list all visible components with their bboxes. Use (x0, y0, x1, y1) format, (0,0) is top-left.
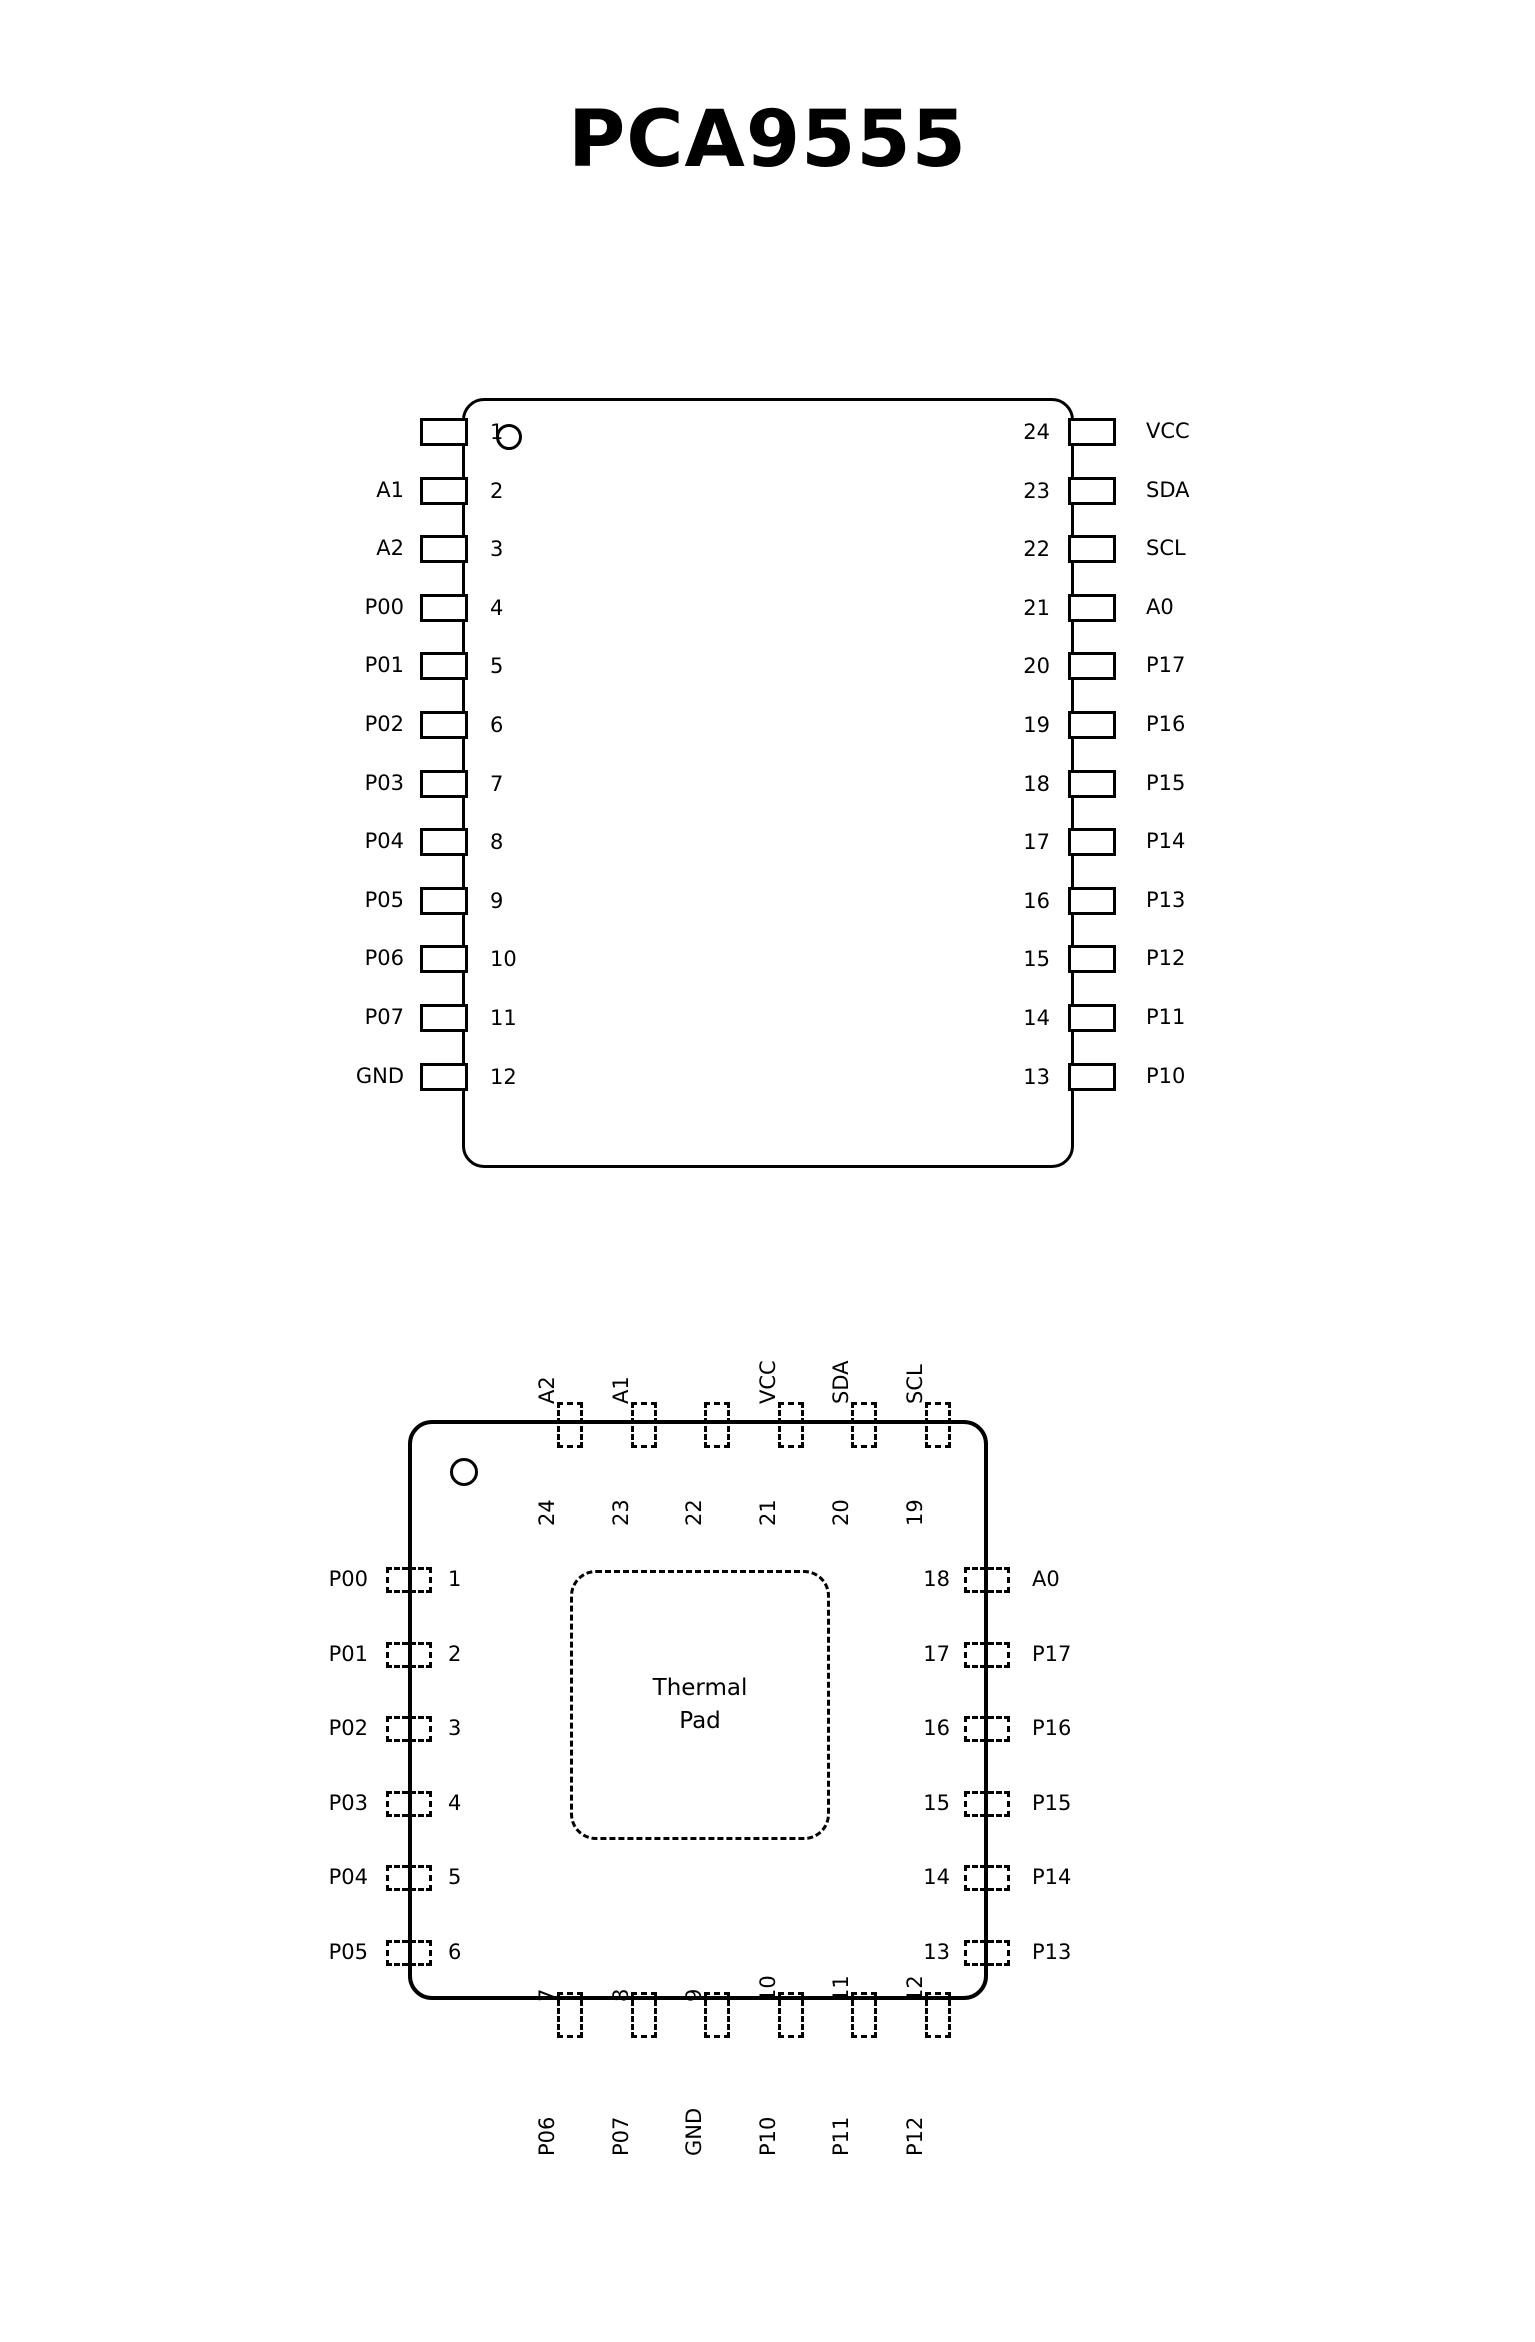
qfn-pin-label-P14: P14 (1032, 1865, 1072, 1889)
soic-pin-number-16: 16 (1023, 888, 1050, 913)
soic-pin-18 (1068, 770, 1116, 798)
qfn-pin-7 (557, 1992, 583, 2038)
qfn-pin-label-A2: A2 (535, 1376, 559, 1404)
soic-pin-number-4: 4 (490, 595, 504, 620)
soic-pin-label-P13: P13 (1146, 887, 1186, 912)
soic-pin-number-12: 12 (490, 1064, 517, 1089)
qfn-pin-number-9: 9 (682, 1988, 706, 2002)
soic-pin-number-17: 17 (1023, 830, 1050, 855)
qfn-pin-label-P15: P15 (1032, 1790, 1072, 1815)
soic-pin-label-A0: A0 (1146, 594, 1174, 619)
qfn-pin-9 (704, 1992, 730, 2038)
qfn-pin-label-SDA: SDA (829, 1360, 853, 1404)
qfn-pin-number-16: 16 (923, 1716, 950, 1740)
soic-pin-label-P10: P10 (1146, 1063, 1186, 1088)
qfn-pin-number-19: 19 (902, 1499, 927, 1526)
qfn-pin-number-6: 6 (448, 1939, 462, 1964)
qfn-pin-15 (964, 1791, 1010, 1817)
soic-pin-number-14: 14 (1023, 1006, 1050, 1030)
qfn-pin-2 (386, 1642, 432, 1668)
soic-pin-label-P04: P04 (364, 829, 404, 854)
qfn-pin-4 (386, 1791, 432, 1817)
soic-pin-label-P07: P07 (364, 1005, 404, 1029)
qfn-pin-number-7: 7 (535, 1988, 559, 2002)
qfn-pin-label-VCC: VCC (755, 1360, 780, 1404)
soic-pin-19 (1068, 711, 1116, 739)
qfn-pin-20 (851, 1402, 877, 1448)
qfn-pin-number-14: 14 (923, 1865, 950, 1889)
qfn-pin-number-20: 20 (829, 1499, 853, 1526)
soic-pin-number-11: 11 (490, 1006, 517, 1030)
soic-pin-number-9: 9 (490, 888, 504, 913)
qfn-pin-label-SCL: SCL (902, 1364, 927, 1404)
soic-pin-4 (420, 594, 468, 622)
qfn-pin-label-P07: P07 (608, 2116, 633, 2156)
qfn-pin-label-A0: A0 (1032, 1567, 1060, 1591)
qfn-pin-label-P02: P02 (328, 1716, 368, 1740)
soic-pin-number-22: 22 (1023, 537, 1050, 562)
qfn-pin-label-P10: P10 (755, 2116, 780, 2156)
qfn-pin-19 (925, 1402, 951, 1448)
soic-pin-label-SDA: SDA (1146, 477, 1190, 502)
soic-pin-number-23: 23 (1023, 478, 1050, 503)
qfn-package-diagram (270, 1300, 1270, 2310)
soic-pin-6 (420, 711, 468, 739)
soic-pin-15 (1068, 945, 1116, 973)
soic-pin-24 (1068, 418, 1116, 446)
qfn-pin-10 (778, 1992, 804, 2038)
qfn-pin-number-21: 21 (755, 1499, 780, 1526)
soic-pin-label-P12: P12 (1146, 946, 1186, 971)
qfn-pin-11 (851, 1992, 877, 2038)
qfn-pin-label-P11: P11 (829, 2116, 853, 2156)
soic-pin-number-15: 15 (1023, 947, 1050, 972)
qfn-pin-label-P00: P00 (328, 1567, 368, 1591)
qfn-pin-label-A1: A1 (608, 1376, 633, 1404)
soic-pin-label-P03: P03 (364, 770, 404, 795)
qfn-pin-12 (925, 1992, 951, 2038)
qfn-pin-1 (386, 1567, 432, 1593)
qfn-pin-label-P06: P06 (535, 2116, 559, 2156)
soic-pin-20 (1068, 652, 1116, 680)
pin1-marker-dot (450, 1458, 478, 1486)
soic-pin-number-8: 8 (490, 830, 504, 855)
qfn-pin-number-10: 10 (755, 1975, 780, 2002)
qfn-pin-22 (704, 1402, 730, 1448)
qfn-pin-17 (964, 1642, 1010, 1668)
soic-pin-number-3: 3 (490, 537, 504, 562)
soic-pin-label-P17: P17 (1146, 653, 1186, 678)
soic-pin-number-5: 5 (490, 654, 504, 679)
qfn-pin-label-P03: P03 (328, 1790, 368, 1815)
qfn-pin-13 (964, 1940, 1010, 1966)
qfn-pin-24 (557, 1402, 583, 1448)
qfn-pin-label-P17: P17 (1032, 1641, 1072, 1666)
qfn-pin-label-P01: P01 (328, 1641, 368, 1666)
soic-pin-1 (420, 418, 468, 446)
thermal-pad-label-line2: Pad (679, 1708, 721, 1734)
soic-pin-number-20: 20 (1023, 654, 1050, 679)
soic-pin-23 (1068, 477, 1116, 505)
qfn-pin-number-8: 8 (608, 1988, 633, 2002)
soic-pin-11 (420, 1004, 468, 1032)
soic-pin-13 (1068, 1063, 1116, 1091)
soic-pin-3 (420, 535, 468, 563)
soic-pin-8 (420, 828, 468, 856)
soic-pin-12 (420, 1063, 468, 1091)
thermal-pad (570, 1570, 830, 1840)
soic-pin-label-A2: A2 (376, 536, 404, 561)
qfn-pin-label-P16: P16 (1032, 1716, 1072, 1740)
qfn-pin-8 (631, 1992, 657, 2038)
soic-pin-label-SCL: SCL (1146, 536, 1186, 561)
soic-pin-number-6: 6 (490, 713, 504, 737)
qfn-pin-number-24: 24 (535, 1499, 559, 1526)
soic-pin-22 (1068, 535, 1116, 563)
soic-pin-number-2: 2 (490, 478, 504, 503)
soic-pin-label-P02: P02 (364, 712, 404, 736)
soic-pin-label-P14: P14 (1146, 829, 1186, 854)
qfn-pin-6 (386, 1940, 432, 1966)
soic-pin-label-INT (304, 419, 404, 443)
thermal-pad-label-line1: Thermal (652, 1674, 748, 1701)
soic-pin-label-P05: P05 (364, 887, 404, 912)
qfn-pin-5 (386, 1865, 432, 1891)
soic-pin-label-VCC: VCC (1146, 419, 1190, 443)
soic-pin-label-P06: P06 (364, 946, 404, 971)
soic-pin-label-GND: GND (355, 1063, 404, 1088)
soic-pin-label-P11: P11 (1146, 1005, 1186, 1029)
page-title: PCA9555 (568, 95, 967, 185)
soic-pin-number-10: 10 (490, 947, 517, 972)
qfn-pin-number-2: 2 (448, 1641, 462, 1666)
qfn-pin-number-22: 22 (682, 1499, 706, 1526)
soic-pin-label-P00: P00 (364, 594, 404, 619)
qfn-pin-number-11: 11 (829, 1975, 853, 2002)
qfn-pin-number-18: 18 (923, 1567, 950, 1591)
soic-pin-7 (420, 770, 468, 798)
soic-pin-5 (420, 652, 468, 680)
qfn-pin-label-P12: P12 (902, 2116, 927, 2156)
qfn-pin-number-1: 1 (448, 1567, 462, 1591)
qfn-pin-number-5: 5 (448, 1865, 462, 1889)
qfn-pin-23 (631, 1402, 657, 1448)
soic-pin-number-24: 24 (1023, 420, 1050, 444)
qfn-pin-number-13: 13 (923, 1939, 950, 1964)
qfn-pin-number-4: 4 (448, 1790, 462, 1815)
qfn-pin-number-15: 15 (923, 1790, 950, 1815)
soic-pin-label-P16: P16 (1146, 712, 1186, 736)
qfn-pin-16 (964, 1716, 1010, 1742)
qfn-pin-label-GND: GND (682, 2107, 706, 2156)
soic-pin-17 (1068, 828, 1116, 856)
soic-pin-label-P01: P01 (364, 653, 404, 678)
soic-package-diagram (298, 370, 1238, 1195)
soic-pin-number-1: 1 (490, 420, 504, 444)
qfn-pin-number-12: 12 (902, 1975, 927, 2002)
qfn-pin-label-P05: P05 (328, 1939, 368, 1964)
qfn-pin-number-23: 23 (608, 1499, 633, 1526)
soic-pin-number-13: 13 (1023, 1064, 1050, 1089)
soic-pin-16 (1068, 887, 1116, 915)
soic-pin-number-7: 7 (490, 771, 504, 796)
soic-package-body (462, 398, 1074, 1168)
qfn-pin-number-17: 17 (923, 1641, 950, 1666)
soic-pin-21 (1068, 594, 1116, 622)
qfn-pin-21 (778, 1402, 804, 1448)
soic-pin-number-19: 19 (1023, 713, 1050, 737)
soic-pin-10 (420, 945, 468, 973)
qfn-pin-label-P13: P13 (1032, 1939, 1072, 1964)
qfn-pin-number-3: 3 (448, 1716, 462, 1740)
qfn-pin-3 (386, 1716, 432, 1742)
qfn-pin-18 (964, 1567, 1010, 1593)
soic-pin-number-21: 21 (1023, 595, 1050, 620)
soic-pin-9 (420, 887, 468, 915)
soic-pin-number-18: 18 (1023, 771, 1050, 796)
soic-pin-label-A1: A1 (376, 477, 404, 502)
soic-pin-14 (1068, 1004, 1116, 1032)
soic-pin-label-P15: P15 (1146, 770, 1186, 795)
qfn-pin-14 (964, 1865, 1010, 1891)
soic-pin-2 (420, 477, 468, 505)
qfn-pin-label-P04: P04 (328, 1865, 368, 1889)
